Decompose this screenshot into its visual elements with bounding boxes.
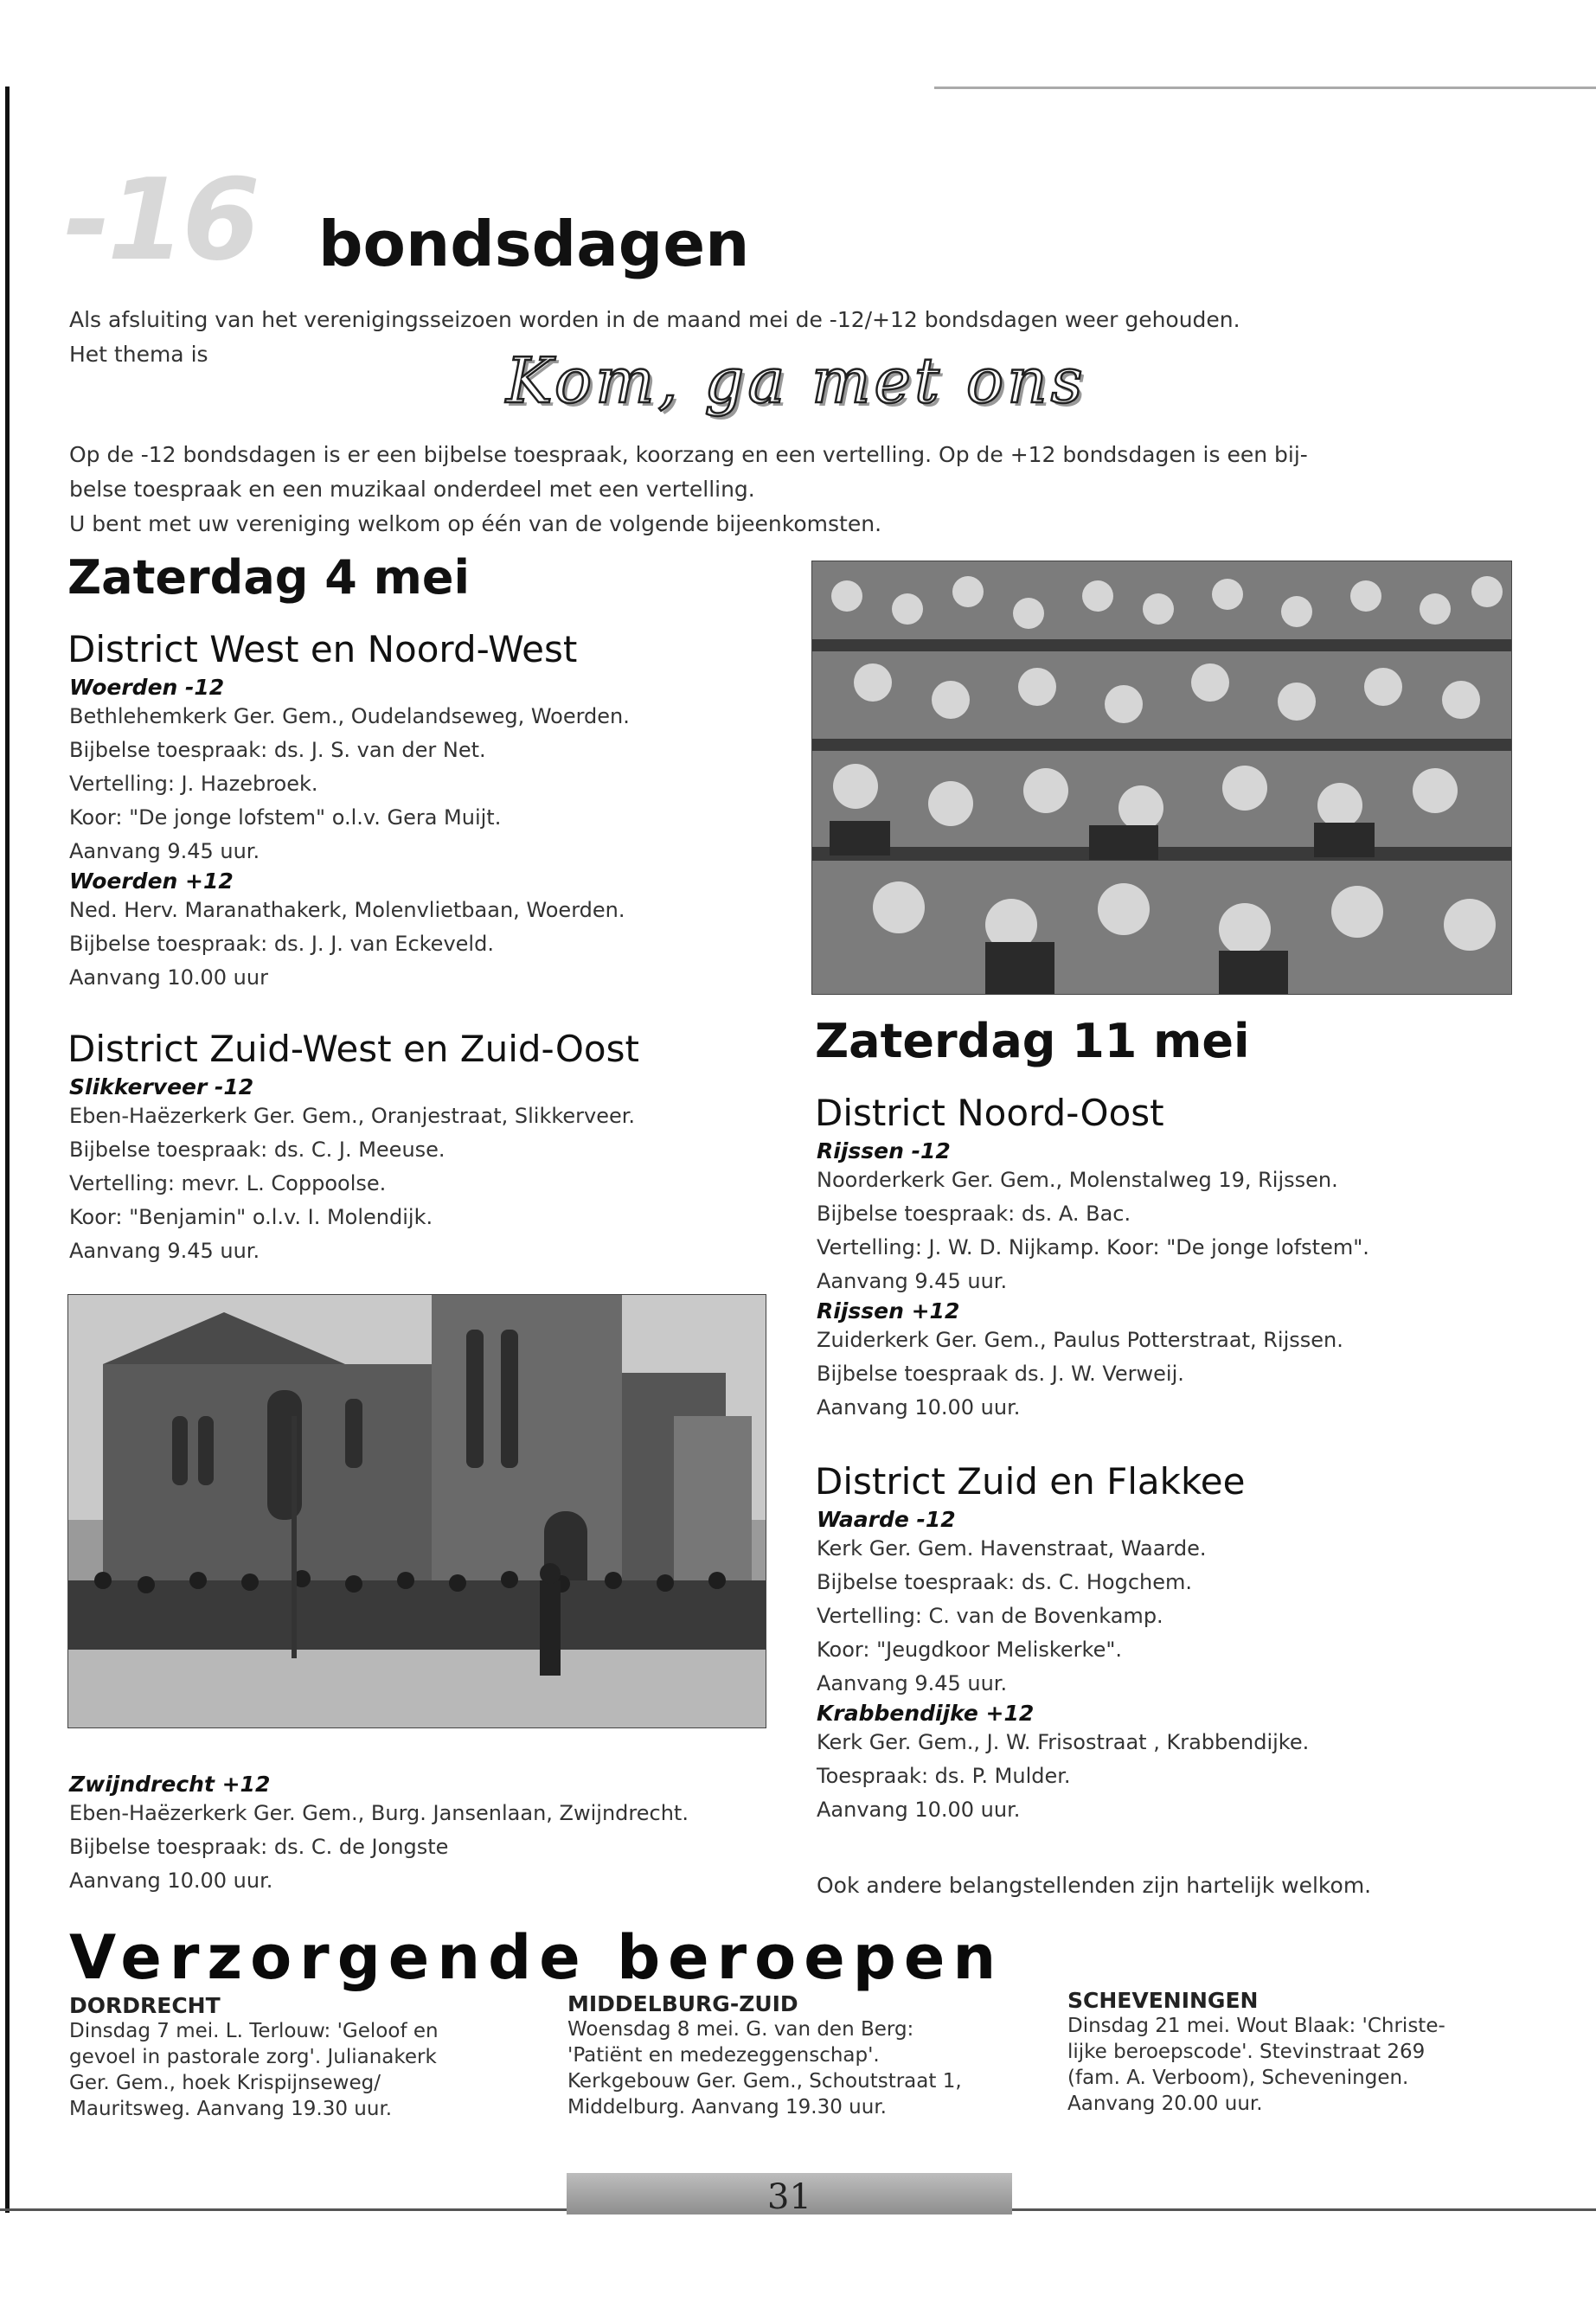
col-line: (fam. A. Verboom), Scheveningen. bbox=[1067, 2067, 1409, 2089]
event-place: Waarde -12 bbox=[817, 1507, 956, 1532]
day1-district2-events bbox=[69, 1074, 635, 1268]
day2-title: Zaterdag 11 mei bbox=[815, 1014, 1250, 1068]
beroepen-col-middelburg bbox=[567, 1991, 1035, 2120]
event-line: Koor: "Jeugdkoor Meliskerke". bbox=[817, 1638, 1123, 1662]
event-line: Bijbelse toespraak: ds. C. Hogchem. bbox=[817, 1570, 1193, 1594]
event-line: Bijbelse toespraak: ds. J. J. van Eckeveld. bbox=[69, 932, 494, 956]
event-line: Aanvang 9.45 uur. bbox=[69, 839, 260, 863]
event-place: Zwijndrecht +12 bbox=[69, 1772, 271, 1797]
event-line: Bethlehemkerk Ger. Gem., Oudelandseweg, Woerden. bbox=[69, 704, 630, 728]
col-line: gevoel in pastorale zorg'. Julianakerk bbox=[69, 2046, 437, 2068]
event-line: Toespraak: ds. P. Mulder. bbox=[817, 1764, 1071, 1788]
col-line: Woensdag 8 mei. G. van den Berg: bbox=[567, 2018, 914, 2041]
event-line: Eben-Haëzerkerk Ger. Gem., Burg. Jansenlaan, Zwijndrecht. bbox=[69, 1801, 689, 1825]
intro-line1: Als afsluiting van het verenigingsseizoen worden in de maand mei de -12/+12 bondsdagen weer gehouden. bbox=[69, 307, 1240, 332]
day1-title: Zaterdag 4 mei bbox=[67, 550, 470, 605]
col-line: Kerkgebouw Ger. Gem., Schoutstraat 1, bbox=[567, 2070, 962, 2093]
event-place: Rijssen +12 bbox=[817, 1298, 960, 1324]
event-line: Aanvang 10.00 uur. bbox=[817, 1395, 1021, 1420]
event-line: Bijbelse toespraak: ds. J. S. van der Net. bbox=[69, 738, 486, 762]
event-place: Woerden -12 bbox=[69, 675, 225, 700]
beroepen-col-scheveningen bbox=[1067, 1988, 1552, 2117]
event-line: Vertelling: C. van de Bovenkamp. bbox=[817, 1604, 1163, 1628]
day1-district1-name: District West en Noord-West bbox=[67, 628, 578, 670]
intro-para2: belse toespraak en een muzikaal onderdeel met een vertelling. bbox=[69, 477, 755, 502]
event-place: Woerden +12 bbox=[69, 868, 234, 894]
col-city: SCHEVENINGEN bbox=[1067, 1988, 1259, 2013]
event-line: Koor: "De jonge lofstem" o.l.v. Gera Muijt. bbox=[69, 805, 502, 830]
event-line: Eben-Haëzerkerk Ger. Gem., Oranjestraat, Slikkerveer. bbox=[69, 1104, 636, 1128]
event-place: Slikkerveer -12 bbox=[69, 1074, 254, 1099]
page-number: 31 bbox=[567, 2173, 1012, 2214]
day1-district2-name: District Zuid-West en Zuid-Oost bbox=[67, 1028, 639, 1070]
event-line: Bijbelse toespraak ds. J. W. Verweij. bbox=[817, 1362, 1184, 1386]
event-line: Vertelling: J. W. D. Nijkamp. Koor: "De jonge lofstem". bbox=[817, 1235, 1369, 1259]
day2-district1-name: District Noord-Oost bbox=[815, 1092, 1164, 1134]
col-city: DORDRECHT bbox=[69, 1993, 221, 2018]
event-line: Aanvang 10.00 uur. bbox=[69, 1868, 273, 1893]
day2-district1-events bbox=[817, 1138, 1369, 1425]
day2-district2-events bbox=[817, 1507, 1309, 1827]
col-line: lijke beroepscode'. Stevinstraat 269 bbox=[1067, 2041, 1426, 2063]
welcome-note: Ook andere belangstellenden zijn hartelijk welkom. bbox=[817, 1873, 1372, 1898]
event-line: Aanvang 9.45 uur. bbox=[817, 1269, 1008, 1293]
day1-district2-event2 bbox=[69, 1772, 689, 1898]
section-number: -16 bbox=[64, 154, 257, 285]
col-line: Middelburg. Aanvang 19.30 uur. bbox=[567, 2096, 887, 2118]
col-line: Dinsdag 7 mei. L. Terlouw: 'Geloof en bbox=[69, 2020, 439, 2042]
top-rule bbox=[934, 87, 1596, 89]
event-line: Aanvang 9.45 uur. bbox=[69, 1239, 260, 1263]
intro-para1: Op de -12 bondsdagen is er een bijbelse toespraak, koorzang en een vertelling. Op de +12 bondsdagen is een bij- bbox=[69, 442, 1308, 467]
intro-line2: Het thema is bbox=[69, 342, 208, 367]
col-city: MIDDELBURG-ZUID bbox=[567, 1991, 798, 2016]
day1-district1-events bbox=[69, 675, 630, 995]
event-line: Kerk Ger. Gem. Havenstraat, Waarde. bbox=[817, 1536, 1207, 1561]
left-margin-rule bbox=[5, 87, 10, 2213]
event-line: Vertelling: J. Hazebroek. bbox=[69, 772, 318, 796]
beroepen-title: Verzorgende beroepen bbox=[69, 1922, 1004, 1993]
page-title: bondsdagen bbox=[318, 208, 750, 280]
event-line: Noorderkerk Ger. Gem., Molenstalweg 19, Rijssen. bbox=[817, 1168, 1338, 1192]
event-line: Aanvang 9.45 uur. bbox=[817, 1671, 1008, 1695]
event-line: Aanvang 10.00 uur bbox=[69, 965, 268, 990]
event-line: Bijbelse toespraak: ds. C. de Jongste bbox=[69, 1835, 449, 1859]
intro-para3: U bent met uw vereniging welkom op één van de volgende bijeenkomsten. bbox=[69, 511, 882, 536]
crowd-photo bbox=[811, 561, 1512, 995]
beroepen-col-dordrecht bbox=[69, 1993, 536, 2122]
event-line: Ned. Herv. Maranathakerk, Molenvlietbaan, Woerden. bbox=[69, 898, 625, 922]
col-line: Mauritsweg. Aanvang 19.30 uur. bbox=[69, 2098, 393, 2120]
event-place: Rijssen -12 bbox=[817, 1138, 951, 1163]
col-line: Ger. Gem., hoek Krispijnseweg/ bbox=[69, 2072, 381, 2094]
event-place: Krabbendijke +12 bbox=[817, 1701, 1035, 1726]
day2-district2-name: District Zuid en Flakkee bbox=[815, 1460, 1246, 1503]
col-line: 'Patiënt en medezeggenschap'. bbox=[567, 2044, 880, 2067]
col-line: Aanvang 20.00 uur. bbox=[1067, 2093, 1263, 2115]
col-line: Dinsdag 21 mei. Wout Blaak: 'Christe- bbox=[1067, 2015, 1445, 2037]
event-line: Bijbelse toespraak: ds. C. J. Meeuse. bbox=[69, 1138, 445, 1162]
theme-title: Kom, ga met ons bbox=[506, 344, 1086, 417]
church-photo bbox=[67, 1294, 766, 1728]
event-line: Kerk Ger. Gem., J. W. Frisostraat , Krabbendijke. bbox=[817, 1730, 1310, 1754]
event-line: Zuiderkerk Ger. Gem., Paulus Potterstraat, Rijssen. bbox=[817, 1328, 1343, 1352]
event-line: Bijbelse toespraak: ds. A. Bac. bbox=[817, 1202, 1131, 1226]
event-line: Koor: "Benjamin" o.l.v. I. Molendijk. bbox=[69, 1205, 433, 1229]
event-line: Aanvang 10.00 uur. bbox=[817, 1798, 1021, 1822]
event-line: Vertelling: mevr. L. Coppoolse. bbox=[69, 1171, 387, 1195]
